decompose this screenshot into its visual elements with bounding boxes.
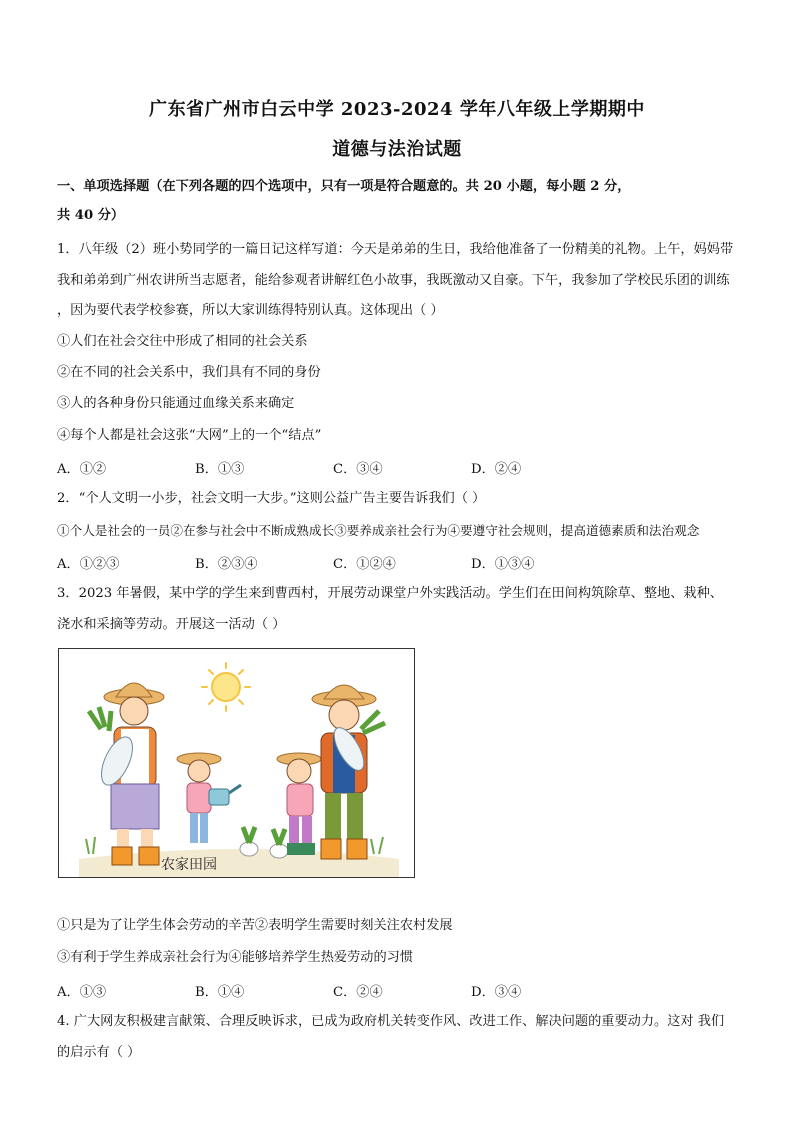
q4-stem-line1: 4. 广大网友积极建言献策、合理反映诉求，已成为政府机关转变作风、改进工作、解决问题的重要动力。这对 我们 [57,1014,725,1029]
q1-options [57,458,747,476]
exam-title: 广东省广州市白云中学 2023-2024 学年八年级上学期期中 [149,99,645,120]
q3-stem-line2: 浇水和采摘等劳动。开展这一活动（ ） [57,617,286,632]
q1-option-b[interactable]: B．①③ [195,462,245,477]
q2-statements: ①个人是社会的一员②在参与社会中不断成熟成长③要养成亲社会行为④要遵守社会规则，提高道德素质和法治观念 [57,523,700,538]
q1-stem-line1: 1．八年级（2）班小势同学的一篇日记这样写道：今天是弟弟的生日，我给他准备了一份精美的礼物。上午，妈妈带 [57,242,734,257]
q3-statement-2: ③有利于学生养成亲社会行为④能够培养学生热爱劳动的习惯 [57,950,414,965]
q1-statement-3: ③人的各种身份只能通过血缘关系来确定 [57,396,295,411]
q1-statement-4: ④每个人都是社会这张“大网”上的一个“结点” [57,428,322,443]
q3-statement-1: ①只是为了让学生体会劳动的辛苦②表明学生需要时刻关注农村发展 [57,918,453,933]
q2-option-d[interactable]: D．①③④ [471,557,535,572]
q3-stem-line1: 3．2023 年暑假，某中学的学生来到曹西村，开展劳动课堂户外实践活动。学生们在田间构筑除草、整地、栽种、 [57,586,723,601]
father-figure [312,685,385,859]
section-heading-line1: 一、单项选择题（在下列各题的四个选项中，只有一项是符合题意的。共 20 小题，每小题 2 分， [57,179,631,194]
q1-option-c[interactable]: C．③④ [333,462,383,477]
watering-can-icon [209,789,229,805]
section-heading-line2: 共 40 分） [57,208,125,223]
girl-figure [177,753,241,843]
exam-subtitle: 道德与法治试题 [332,139,462,160]
q1-option-d[interactable]: D．②④ [471,462,522,477]
q2-option-a[interactable]: A．①②③ [57,557,120,572]
q3-option-b[interactable]: B．①④ [195,985,245,1000]
q2-option-c[interactable]: C．①②④ [333,557,396,572]
q3-options [57,981,747,999]
q2-options [57,553,747,571]
q1-statement-2: ②在不同的社会关系中，我们具有不同的身份 [57,365,321,380]
farm-family-illustration [59,649,414,877]
sun-icon [202,663,250,711]
farm-illustration [58,648,415,878]
q2-option-b[interactable]: B．②③④ [195,557,258,572]
q3-option-a[interactable]: A．①③ [57,985,107,1000]
q1-option-a[interactable]: A．①② [57,462,107,477]
mother-figure [89,683,164,865]
q3-option-c[interactable]: C．②④ [333,985,383,1000]
q1-stem-line3: ，因为要代表学校参赛，所以大家训练得特别认真。这体现出（ ） [57,303,444,318]
q1-statement-1: ①人们在社会交往中形成了相同的社会关系 [57,334,308,349]
farm-sign-label: 农家田园 [161,857,217,873]
q4-stem-line2: 的启示有（ ） [57,1045,141,1060]
q1-stem-line2: 我和弟弟到广州农讲所当志愿者，能给参观者讲解红色小故事，我既激动又自豪。下午，我参加了学校民乐团的训练 [57,273,730,288]
q3-option-d[interactable]: D．③④ [471,985,522,1000]
q2-stem: 2．“个人文明一小步，社会文明一大步。”这则公益广告主要告诉我们（ ） [57,491,486,506]
